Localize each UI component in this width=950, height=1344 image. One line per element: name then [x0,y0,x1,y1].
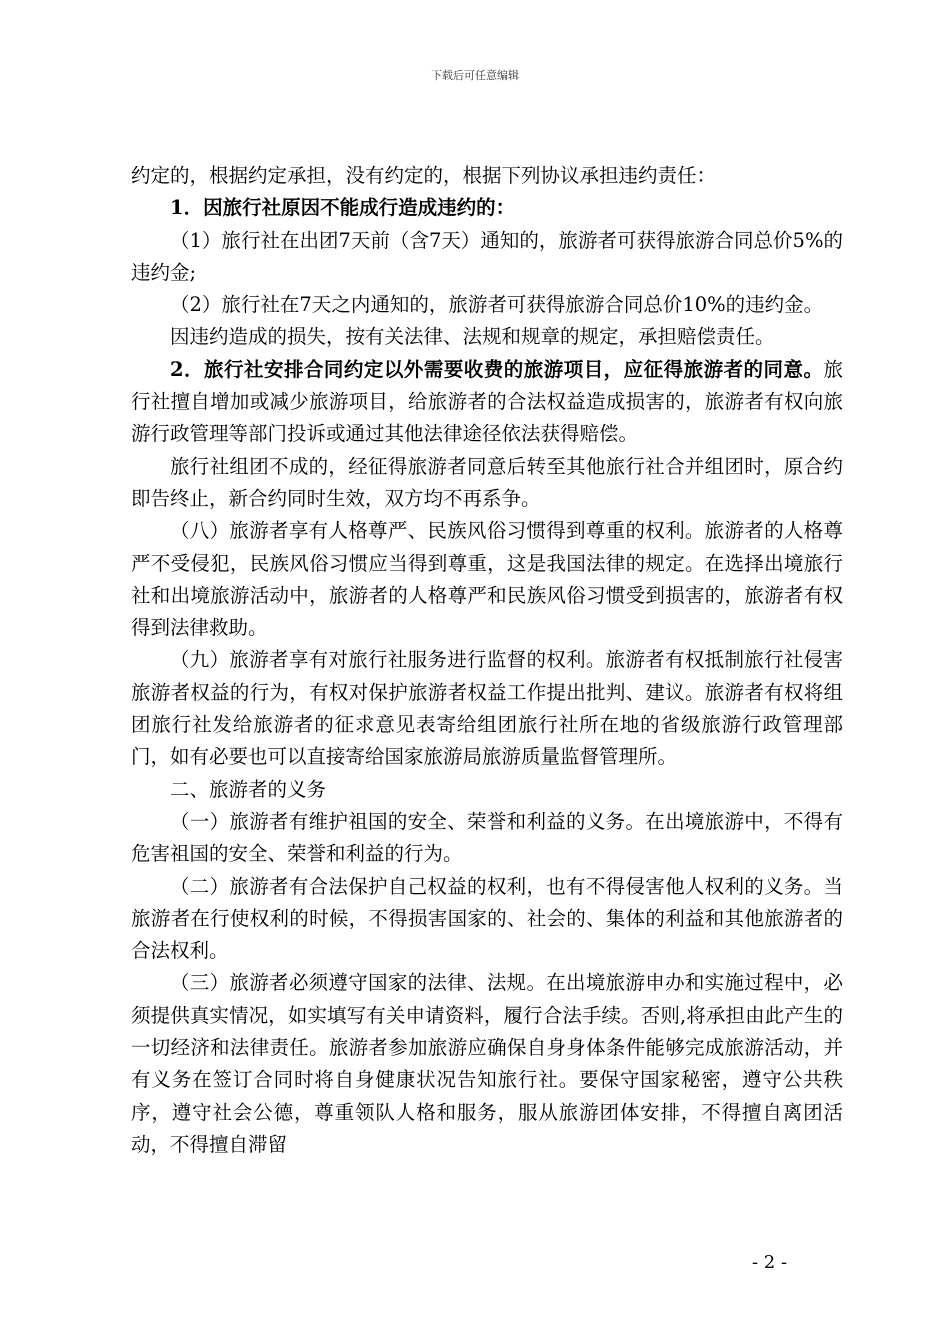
clause-heading-1: 1．因旅行社原因不能成行造成违约的： [170,196,516,220]
clause-heading-2: 2．旅行社安排合同约定以外需要收费的旅游项目，应征得旅游者的同意。 [170,357,824,381]
paragraph-obligation-2: （二）旅游者有合法保护自己权益的权利，也有不得侵害他人权利的义务。当旅游者在行使权利的时候，不得损害国家的、社会的、集体的利益和其他旅游者的合法权利。 [131,874,843,963]
page-header: 下载后可任意编辑 [431,69,519,82]
clause-item-1: （1）旅行社在出团7天前（含7天）通知的，旅游者可获得旅游合同总价5%的违约金; [131,228,843,284]
section-heading-obligations: 二、旅游者的义务 [170,777,327,801]
clause-item-2: （2）旅行社在7天之内通知的，旅游者可获得旅游合同总价10%的违约金。 [170,293,824,317]
paragraph-compensation: 因违约造成的损失，按有关法律、法规和规章的规定，承担赔偿责任。 [170,325,775,349]
paragraph-right-8: （八）旅游者享有人格尊严、民族风俗习惯得到尊重的权利。旅游者的人格尊严不受侵犯，民族风俗习惯应当得到尊重，这是我国法律的规定。在选择出境旅行社和出境旅游活动中，旅游者的人格尊严和民族风俗习惯受到损害的，旅游者有权得到法律救助。 [131,519,843,640]
paragraph-continuation: 约定的，根据约定承担，没有约定的，根据下列协议承担违约责任： [131,164,717,187]
paragraph-obligation-1: （一）旅游者有维护祖国的安全、荣誉和利益的义务。在出境旅游中，不得有危害祖国的安全、荣誉和利益的行为。 [131,809,843,866]
paragraph-obligation-3: （三）旅游者必须遵守国家的法律、法规。在出境旅游申办和实施过程中，必须提供真实情况，如实填写有关申请资料，履行合法手续。否则,将承担由此产生的一切经济和法律责任。旅游者参加旅游应确保自身身体条件能够完成旅游活动，并有义务在签订合同时将自身健康状况告知旅行社。要保守国家秘密，遵守公共秩序，遵守社会公德，尊重领队人格和服务，服从旅游团体安排，不得擅自离团活动，不得擅自滞留 [131,971,843,1156]
paragraph-right-9: （九）旅游者享有对旅行社服务进行监督的权利。旅游者有权抵制旅行社侵害旅游者权益的行为，有权对保护旅游者权益工作提出批判、建议。旅游者有权将组团旅行社发给旅游者的征求意见表寄给组团旅行社所在地的省级旅游行政管理部门，如有必要也可以直接寄给国家旅游局旅游质量监督管理所。 [131,648,843,769]
paragraph-group-merge: 旅行社组团不成的，经征得旅游者同意后转至其他旅行社合并组团时，原合约即告终止，新合约同时生效，双方均不再系争。 [131,454,843,510]
document-body [131,160,843,1161]
clause-2-paragraph [131,354,843,451]
clause-2-text: 旅行社擅自增加或减少旅游项目，给旅游者的合法权益造成损害的，旅游者有权向旅游行政管理等部门投诉或通过其他法律途径依法获得赔偿。 [131,357,843,446]
page-number: - 2 - [752,1252,788,1273]
